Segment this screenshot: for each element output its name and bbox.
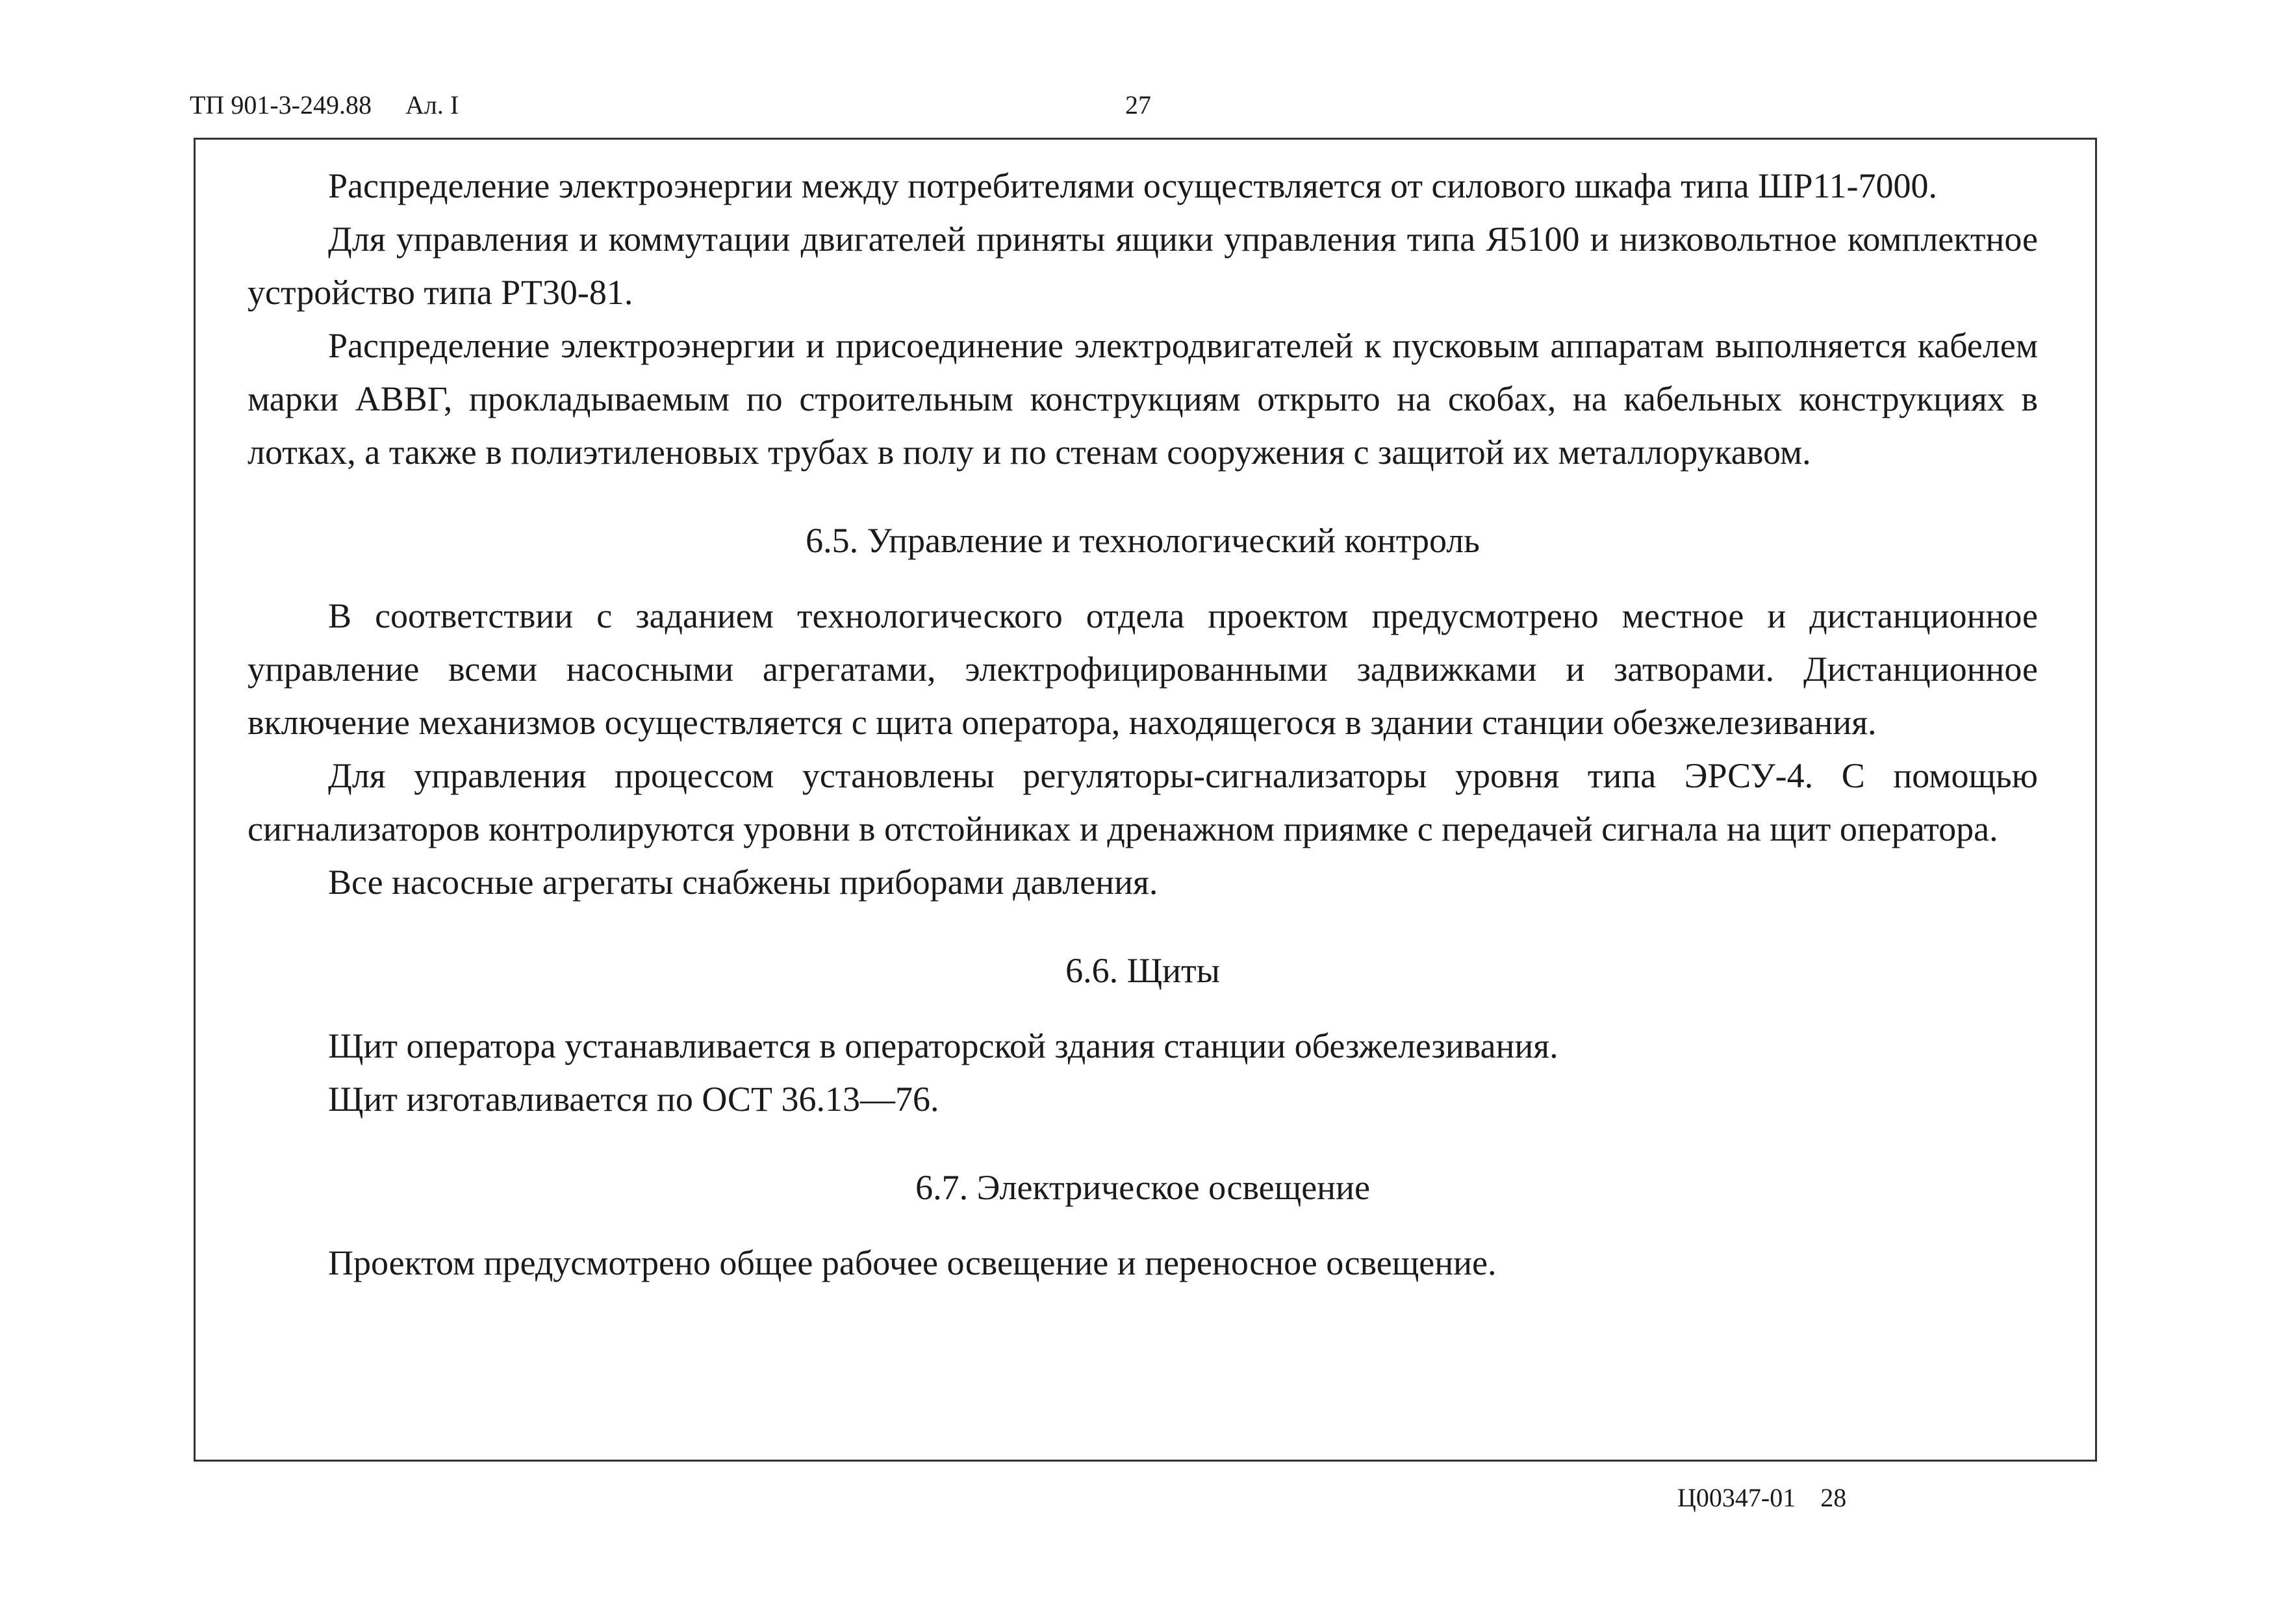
paragraph: Щит изготавливается по ОСТ 36.13—76. [328,1080,939,1119]
page-number: 27 [1125,90,1151,120]
paragraph: Для управления и коммутации двигателей приняты ящики управления типа Я5100 и низковольтное комплектное устройство типа РТ30-81. [248,220,2038,312]
document-code: ТП 901-3-249.88 [190,90,372,120]
document-footer [1677,1482,1846,1513]
paragraph: Распределение электроэнергии и присоединение электродвигателей к пусковым аппаратам выполняется кабелем марки АВВГ, прокладываемым по строительным конструкциям открыто на скобах, на кабельных конструкциях в лотках, а также в полиэтиленовых трубах в полу и по стенам сооружения с защитой их металлорукавом. [248,326,2038,472]
section-heading: 6.5. Управление и технологический контроль [806,521,1480,560]
footer-doc-code: Ц00347-01 [1677,1483,1796,1512]
paragraph: Щит оператора устанавливается в операторской здания станции обезжелезивания. [328,1026,1558,1065]
content-frame [194,138,2097,1462]
paragraph: Проектом предусмотрено общее рабочее освещение и переносное освещение. [328,1243,1497,1282]
document-body [248,159,2038,1289]
paragraph: Все насосные агрегаты снабжены приборами давления. [328,863,1158,902]
sheet-label: Ал. I [405,90,459,120]
section-heading: 6.7. Электрическое освещение [915,1168,1370,1207]
document-header [190,90,459,120]
paragraph: Для управления процессом установлены регуляторы-сигнализаторы уровня типа ЭРСУ-4. С помощью сигнализаторов контролируются уровни в отстойниках и дренажном приямке с передачей сигнала на щит оператора. [248,756,2038,848]
paragraph: В соответствии с заданием технологического отдела проектом предусмотрено местное и дистанционное управление всеми насосными агрегатами, электрофицированными задвижками и затворами. Дистанционное включение механизмов осуществляется с щита оператора, находящегося в здании станции обезжелезивания. [248,596,2038,742]
footer-page-number: 28 [1820,1483,1847,1512]
section-heading: 6.6. Щиты [1065,951,1220,990]
paragraph: Распределение электроэнергии между потребителями осуществляется от силового шкафа типа ШР11-7000. [328,166,1937,205]
